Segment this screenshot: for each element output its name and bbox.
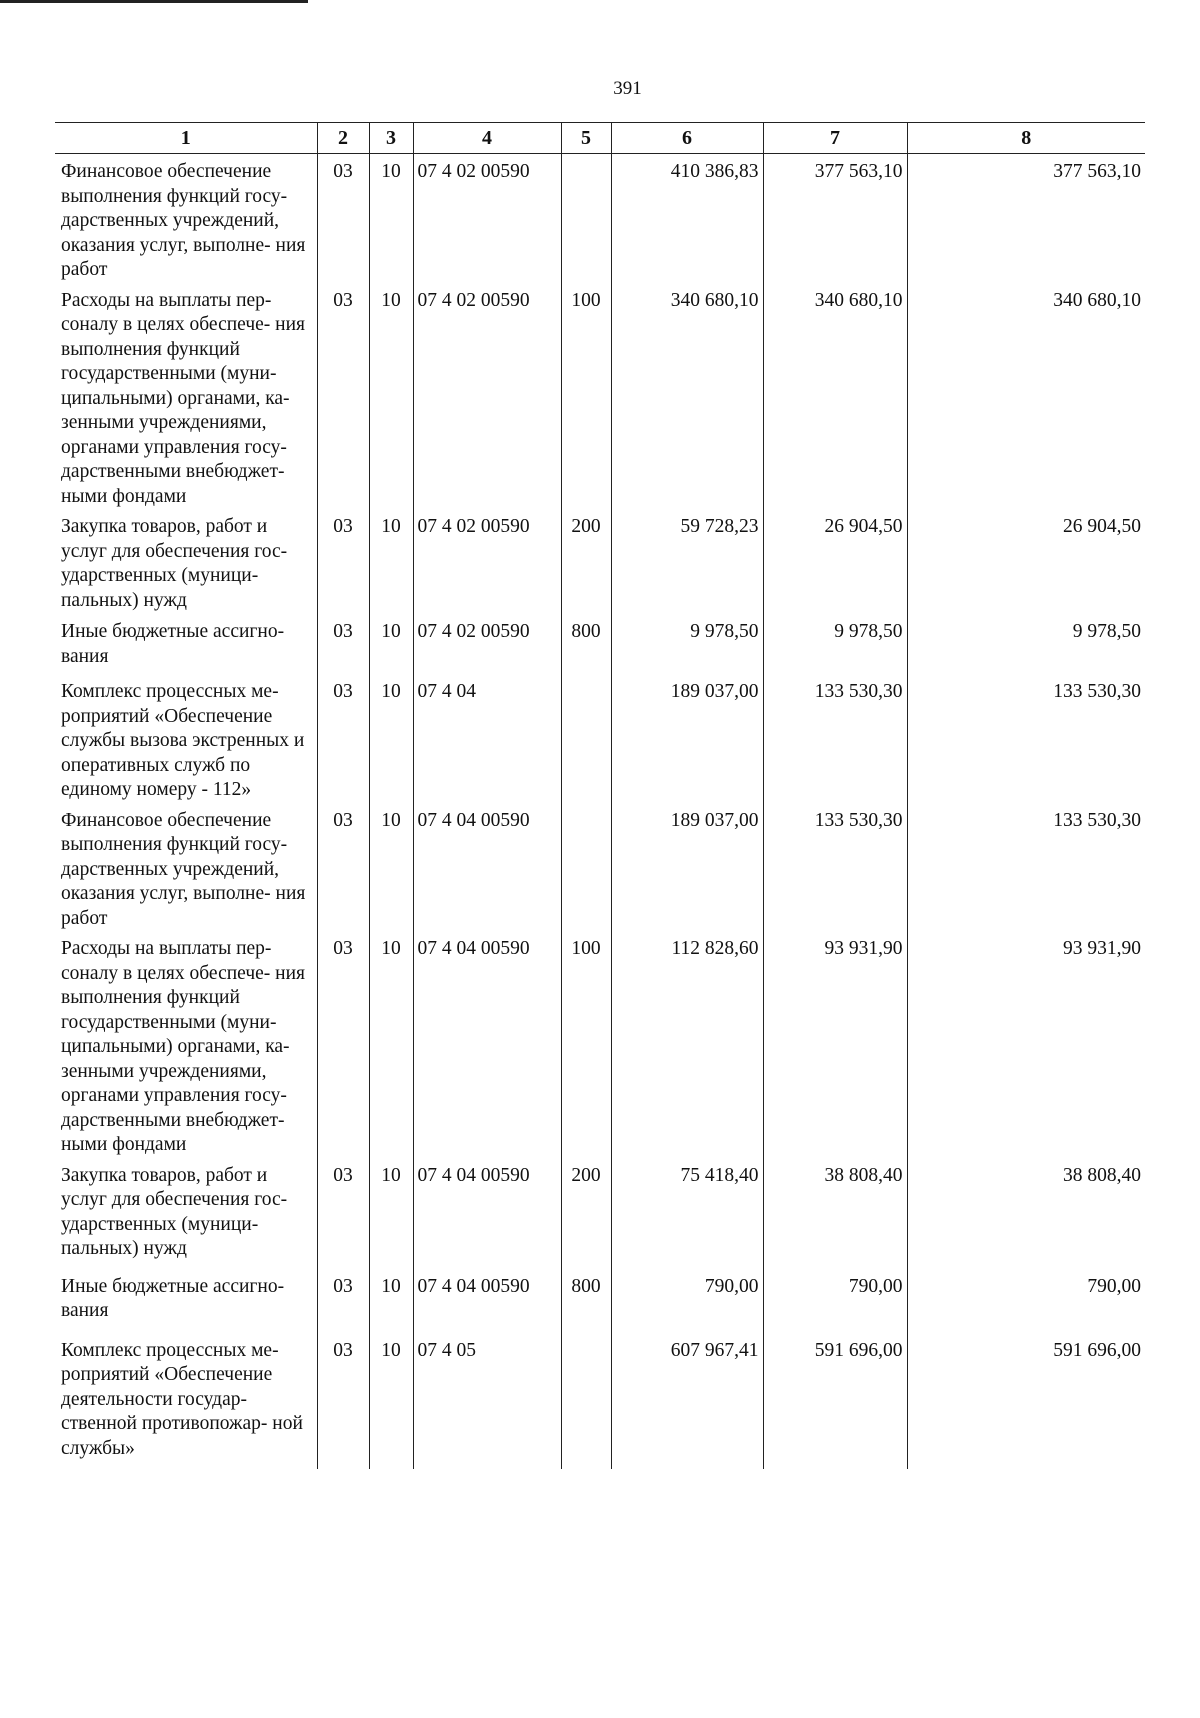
cell-amount-col7: 9 978,50: [763, 614, 907, 674]
cell-expense-type: [561, 674, 611, 803]
cell-name: Комплекс процессных ме- роприятий «Обеспечение службы вызова экстренных и оперативных служб по единому номеру - 112»: [61, 681, 305, 800]
cell-target-article: 07 4 02 00590: [413, 509, 561, 614]
cell-name: Закупка товаров, работ и услуг для обеспечения гос- ударственных (муници- пальных) нужд: [61, 516, 288, 611]
cell-amount-col8: 790,00: [907, 1269, 1145, 1333]
table-row: [55, 614, 1145, 674]
cell-amount-col7: 38 808,40: [763, 1158, 907, 1269]
cell-expense-type: 200: [561, 1158, 611, 1269]
cell-target-article: 07 4 02 00590: [413, 283, 561, 510]
table-header: [55, 123, 1145, 154]
cell-subsection: 10: [369, 674, 413, 803]
table-row: [55, 283, 1145, 510]
table-row: [55, 1158, 1145, 1269]
cell-amount-col8: 26 904,50: [907, 509, 1145, 614]
cell-target-article: 07 4 02 00590: [413, 614, 561, 674]
cell-section: 03: [317, 1333, 369, 1469]
cell-amount-col6: 75 418,40: [611, 1158, 763, 1269]
cell-expense-type: 800: [561, 1269, 611, 1333]
cell-target-article: 07 4 04 00590: [413, 931, 561, 1158]
cell-target-article: 07 4 04 00590: [413, 803, 561, 932]
header-col-5: 5: [561, 123, 611, 154]
cell-name: Иные бюджетные ассигно- вания: [61, 621, 285, 667]
cell-target-article: 07 4 04 00590: [413, 1158, 561, 1269]
cell-subsection: 10: [369, 614, 413, 674]
cell-target-article: 07 4 02 00590: [413, 154, 561, 283]
cell-amount-col8: 133 530,30: [907, 803, 1145, 932]
cell-expense-type: 200: [561, 509, 611, 614]
cell-expense-type: [561, 1333, 611, 1469]
cell-amount-col6: 9 978,50: [611, 614, 763, 674]
table-row: [55, 931, 1145, 1158]
cell-amount-col8: 93 931,90: [907, 931, 1145, 1158]
cell-amount-col7: 133 530,30: [763, 803, 907, 932]
cell-section: 03: [317, 154, 369, 283]
cell-amount-col7: 340 680,10: [763, 283, 907, 510]
cell-subsection: 10: [369, 1158, 413, 1269]
cell-subsection: 10: [369, 283, 413, 510]
header-col-8: 8: [907, 123, 1145, 154]
cell-amount-col7: 26 904,50: [763, 509, 907, 614]
cell-target-article: 07 4 04: [413, 674, 561, 803]
cell-name: Расходы на выплаты пер- соналу в целях обеспече- ния выполнения функций государственными (муни- ципальными) органами, ка- зенными учреждениями, органами управления госу- дарственными внебюджет- ными фондами: [61, 289, 306, 507]
cell-expense-type: 100: [561, 283, 611, 510]
cell-expense-type: 100: [561, 931, 611, 1158]
cell-amount-col7: 790,00: [763, 1269, 907, 1333]
cell-name: Комплекс процессных ме- роприятий «Обеспечение деятельности государ- ственной противопожар- ной службы»: [61, 1339, 303, 1459]
table-row: [55, 1269, 1145, 1333]
cell-amount-col7: 93 931,90: [763, 931, 907, 1158]
cell-amount-col8: 591 696,00: [907, 1333, 1145, 1469]
header-row: [55, 123, 1145, 154]
cell-section: 03: [317, 674, 369, 803]
cell-subsection: 10: [369, 1269, 413, 1333]
cell-amount-col6: 189 037,00: [611, 674, 763, 803]
cell-subsection: 10: [369, 154, 413, 283]
cell-amount-col8: 9 978,50: [907, 614, 1145, 674]
cell-amount-col6: 340 680,10: [611, 283, 763, 510]
table-row: [55, 674, 1145, 803]
table-row: [55, 1333, 1145, 1469]
cell-name: Финансовое обеспечение выполнения функций госу- дарственных учреждений, оказания услуг, выполне- ния работ: [61, 161, 306, 280]
cell-amount-col6: 59 728,23: [611, 509, 763, 614]
table-body: [55, 154, 1145, 1469]
cell-amount-col8: 340 680,10: [907, 283, 1145, 510]
cell-section: 03: [317, 1158, 369, 1269]
cell-target-article: 07 4 05: [413, 1333, 561, 1469]
table-row: [55, 154, 1145, 283]
cell-amount-col6: 607 967,41: [611, 1333, 763, 1469]
header-col-2: 2: [317, 123, 369, 154]
cell-name: Расходы на выплаты пер- соналу в целях обеспече- ния выполнения функций государственными (муни- ципальными) органами, ка- зенными учреждениями, органами управления госу- дарственными внебюджет- ными фондами: [61, 938, 306, 1155]
budget-table: [55, 122, 1145, 1469]
cell-name: Финансовое обеспечение выполнения функций госу- дарственных учреждений, оказания услуг, выполне- ния работ: [61, 809, 306, 929]
cell-amount-col6: 112 828,60: [611, 931, 763, 1158]
cell-subsection: 10: [369, 1333, 413, 1469]
cell-name: Закупка товаров, работ и услуг для обеспечения гос- ударственных (муници- пальных) нужд: [61, 1164, 288, 1259]
cell-section: 03: [317, 614, 369, 674]
cell-amount-col8: 133 530,30: [907, 674, 1145, 803]
cell-section: 03: [317, 1269, 369, 1333]
cell-section: 03: [317, 283, 369, 510]
cell-amount-col7: 377 563,10: [763, 154, 907, 283]
cell-amount-col6: 790,00: [611, 1269, 763, 1333]
cell-expense-type: [561, 803, 611, 932]
cell-name: Иные бюджетные ассигно- вания: [61, 1275, 285, 1321]
cell-subsection: 10: [369, 509, 413, 614]
cell-expense-type: [561, 154, 611, 283]
page-number: 391: [613, 78, 642, 99]
cell-amount-col6: 189 037,00: [611, 803, 763, 932]
cell-section: 03: [317, 509, 369, 614]
header-col-1: 1: [55, 123, 317, 154]
cell-section: 03: [317, 803, 369, 932]
cell-amount-col7: 133 530,30: [763, 674, 907, 803]
header-col-4: 4: [413, 123, 561, 154]
top-edge-rule: [0, 0, 308, 3]
cell-expense-type: 800: [561, 614, 611, 674]
header-col-7: 7: [763, 123, 907, 154]
table-row: [55, 803, 1145, 932]
cell-subsection: 10: [369, 803, 413, 932]
cell-amount-col8: 38 808,40: [907, 1158, 1145, 1269]
cell-subsection: 10: [369, 931, 413, 1158]
cell-section: 03: [317, 931, 369, 1158]
header-col-6: 6: [611, 123, 763, 154]
cell-amount-col6: 410 386,83: [611, 154, 763, 283]
cell-amount-col8: 377 563,10: [907, 154, 1145, 283]
header-col-3: 3: [369, 123, 413, 154]
table-row: [55, 509, 1145, 614]
budget-table-container: [55, 122, 1145, 1469]
cell-target-article: 07 4 04 00590: [413, 1269, 561, 1333]
cell-amount-col7: 591 696,00: [763, 1333, 907, 1469]
